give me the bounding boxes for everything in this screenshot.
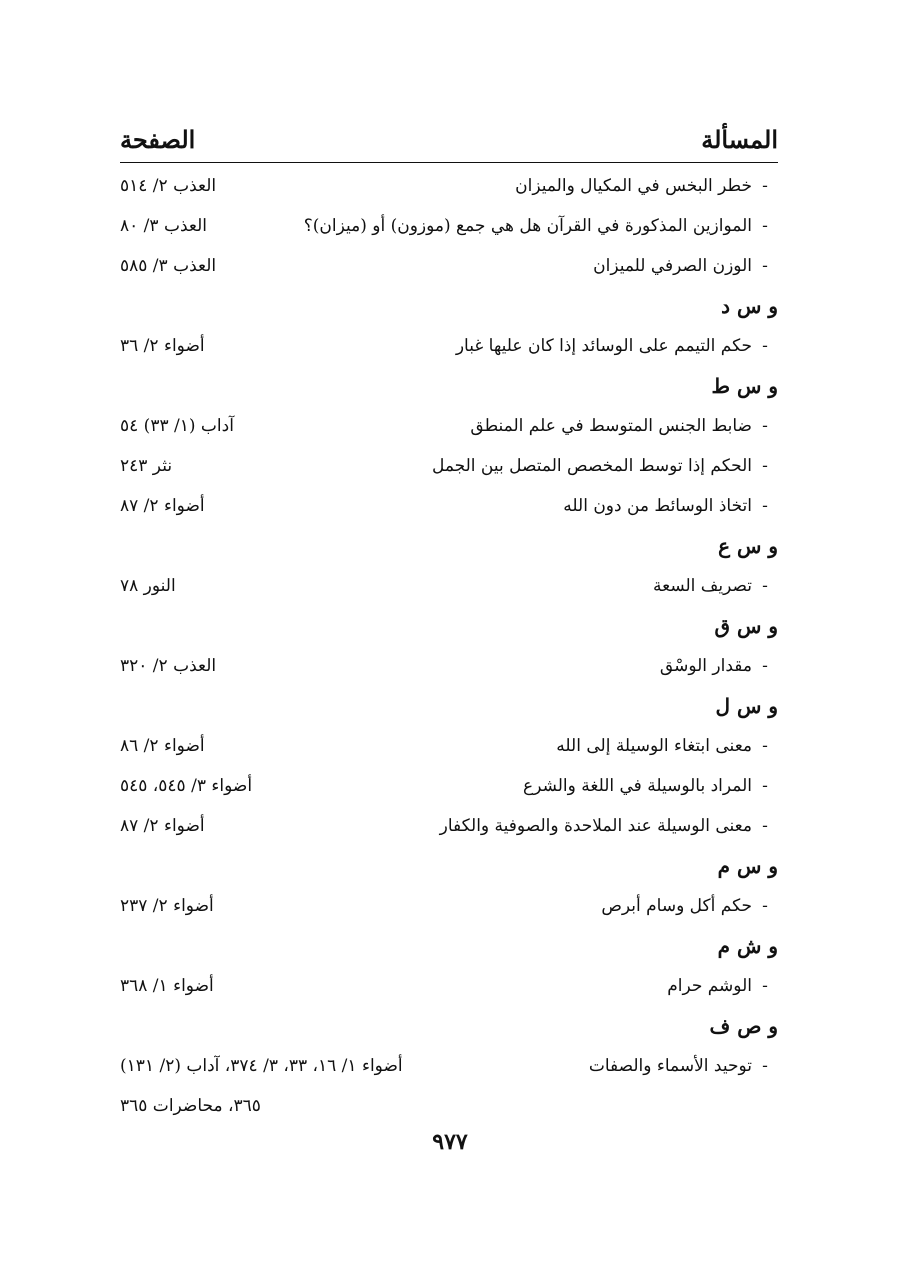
root-heading: و س د bbox=[721, 294, 778, 318]
entry-reference-continuation: ٣٦٥، محاضرات ٣٦٥ bbox=[120, 1096, 261, 1116]
index-entry bbox=[120, 246, 778, 286]
index-entry bbox=[120, 406, 778, 446]
index-entry bbox=[120, 966, 778, 1006]
entry-topic-text: تصريف السعة bbox=[653, 576, 752, 596]
entry-reference: أضواء ٢/ ٢٣٧ bbox=[120, 896, 214, 916]
root-heading-row bbox=[120, 846, 778, 886]
entry-dash: - bbox=[762, 976, 768, 996]
header-rule bbox=[120, 162, 778, 163]
root-heading: و ص ف bbox=[709, 1014, 778, 1038]
entry-topic bbox=[563, 486, 778, 526]
index-entry bbox=[120, 206, 778, 246]
entry-dash: - bbox=[762, 256, 768, 276]
root-heading: و س ق bbox=[714, 614, 778, 638]
page-number: ٩٧٧ bbox=[432, 1129, 468, 1155]
entry-topic-text: المراد بالوسيلة في اللغة والشرع bbox=[523, 776, 752, 796]
entry-dash: - bbox=[762, 576, 768, 596]
entry-topic-text: حكم أكل وسام أبرص bbox=[601, 896, 752, 916]
root-heading-row bbox=[120, 926, 778, 966]
entry-topic bbox=[589, 1046, 778, 1086]
entry-topic bbox=[660, 646, 778, 686]
root-heading: و س ع bbox=[718, 534, 778, 558]
entry-dash: - bbox=[762, 496, 768, 516]
root-heading-row bbox=[120, 286, 778, 326]
entry-topic-text: الوزن الصرفي للميزان bbox=[593, 256, 752, 276]
root-heading: و س ط bbox=[711, 374, 778, 398]
reference-continuation-row bbox=[120, 1086, 778, 1126]
entry-reference: أضواء ٣/ ٥٤٥، ٥٤٥ bbox=[120, 776, 253, 796]
entry-topic bbox=[456, 326, 778, 366]
entry-reference: العذب ٣/ ٥٨٥ bbox=[120, 256, 217, 276]
index-entry bbox=[120, 486, 778, 526]
entry-topic-text: اتخاذ الوسائط من دون الله bbox=[563, 496, 752, 516]
entry-topic-text: حكم التيمم على الوسائد إذا كان عليها غبار bbox=[455, 336, 752, 356]
root-heading: و س ل bbox=[715, 694, 778, 718]
index-entry bbox=[120, 566, 778, 606]
index-entry bbox=[120, 166, 778, 206]
entry-reference: العذب ٢/ ٥١٤ bbox=[120, 176, 217, 196]
entry-dash: - bbox=[762, 736, 768, 756]
entry-reference: آداب (١/ ٣٣) ٥٤ bbox=[120, 416, 234, 436]
entry-reference: العذب ٢/ ٣٢٠ bbox=[120, 656, 217, 676]
root-heading-row bbox=[120, 606, 778, 646]
entry-topic-text: ضابط الجنس المتوسط في علم المنطق bbox=[470, 416, 752, 436]
entry-reference: أضواء ١/ ٣٦٨ bbox=[120, 976, 214, 996]
entry-topic-text: الوشم حرام bbox=[667, 976, 752, 996]
index-entry bbox=[120, 326, 778, 366]
root-heading-row bbox=[120, 1006, 778, 1046]
entry-topic-text: خطر البخس في المكيال والميزان bbox=[515, 176, 752, 196]
entry-reference: نثر ٢٤٣ bbox=[120, 456, 173, 476]
entry-dash: - bbox=[762, 336, 768, 356]
entry-topic bbox=[556, 726, 778, 766]
index-entry bbox=[120, 806, 778, 846]
entry-dash: - bbox=[762, 776, 768, 796]
entry-dash: - bbox=[762, 456, 768, 476]
entry-reference: أضواء ٢/ ٣٦ bbox=[120, 336, 205, 356]
entry-topic-text: معنى ابتغاء الوسيلة إلى الله bbox=[556, 736, 752, 756]
entry-topic-text: الموازين المذكورة في القرآن هل هي جمع (موزون) أو (ميزان)؟ bbox=[303, 216, 752, 236]
index-list bbox=[120, 166, 778, 1126]
root-heading: و س م bbox=[717, 854, 778, 878]
entry-topic-text: الحكم إذا توسط المخصص المتصل بين الجمل bbox=[431, 456, 752, 476]
entry-topic-text: معنى الوسيلة عند الملاحدة والصوفية والكفار bbox=[439, 816, 752, 836]
entry-dash: - bbox=[762, 216, 768, 236]
entry-reference: أضواء ٢/ ٨٧ bbox=[120, 816, 205, 836]
page-column-header: الصفحة bbox=[120, 125, 196, 154]
entry-dash: - bbox=[762, 896, 768, 916]
issue-column-header: المسألة bbox=[701, 125, 778, 154]
entry-reference: العذب ٣/ ٨٠ bbox=[120, 216, 207, 236]
entry-reference: أضواء ٢/ ٨٧ bbox=[120, 496, 205, 516]
entry-topic-text: مقدار الوسْق bbox=[659, 656, 752, 676]
entry-topic bbox=[432, 446, 778, 486]
entry-dash: - bbox=[762, 176, 768, 196]
entry-topic-text: توحيد الأسماء والصفات bbox=[588, 1056, 752, 1076]
index-entry bbox=[120, 1046, 778, 1086]
root-heading: و ش م bbox=[717, 934, 778, 958]
root-heading-row bbox=[120, 686, 778, 726]
entry-topic bbox=[515, 166, 778, 206]
entry-dash: - bbox=[762, 656, 768, 676]
entry-topic bbox=[667, 966, 778, 1006]
entry-dash: - bbox=[762, 416, 768, 436]
entry-reference: أضواء ١/ ١٦، ٣٣، ٣/ ٣٧٤، آداب (٢/ ١٣١) bbox=[120, 1056, 403, 1076]
root-heading-row bbox=[120, 366, 778, 406]
entry-dash: - bbox=[762, 816, 768, 836]
entry-topic bbox=[440, 806, 778, 846]
index-entry bbox=[120, 766, 778, 806]
index-entry bbox=[120, 646, 778, 686]
entry-dash: - bbox=[762, 1056, 768, 1076]
entry-topic bbox=[593, 246, 778, 286]
root-heading-row bbox=[120, 526, 778, 566]
index-entry bbox=[120, 886, 778, 926]
entry-reference: النور ٧٨ bbox=[120, 576, 176, 596]
entry-reference: أضواء ٢/ ٨٦ bbox=[120, 736, 205, 756]
entry-topic bbox=[470, 406, 778, 446]
index-entry bbox=[120, 446, 778, 486]
entry-topic bbox=[523, 766, 778, 806]
entry-topic bbox=[653, 566, 778, 606]
index-entry bbox=[120, 726, 778, 766]
entry-topic bbox=[304, 206, 778, 246]
entry-topic bbox=[601, 886, 778, 926]
